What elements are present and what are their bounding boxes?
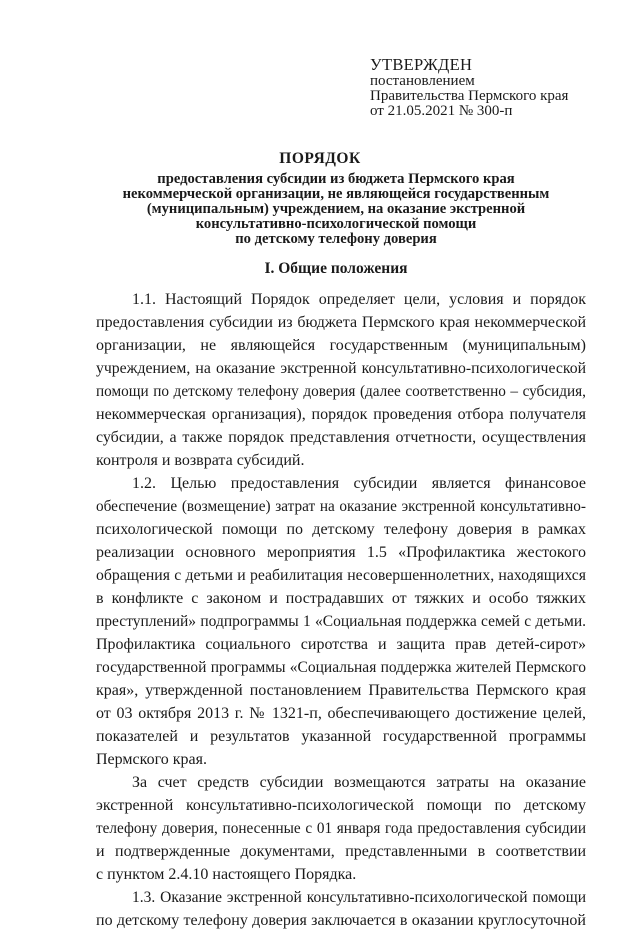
subtitle-line: по детскому телефону доверия bbox=[235, 231, 437, 247]
body-line: учреждением, на оказание экстренной консультативно-психологической bbox=[96, 360, 586, 377]
body-line: по детскому телефону доверия заключается в оказании круглосуточной bbox=[96, 912, 586, 929]
approval-line: от 21.05.2021 № 300-п bbox=[370, 103, 513, 119]
body-line: Пермского края. bbox=[96, 751, 207, 768]
approval-stamp: УТВЕРЖДЕН bbox=[370, 55, 473, 74]
subtitle-line: некоммерческой организации, не являющейся государственным bbox=[122, 186, 550, 202]
body-line: телефону доверия, понесенные с 01 января года предоставления субсидии bbox=[96, 820, 586, 837]
body-line: преступлений» подпрограммы 1 «Социальная поддержка семей с детьми. bbox=[96, 613, 586, 630]
body-line: 1.1. Настоящий Порядок определяет цели, условия и порядок bbox=[132, 291, 586, 308]
body-line: психологической помощи по детскому телефону доверия в рамках bbox=[96, 521, 586, 538]
body-line: контроля и возврата субсидий. bbox=[96, 452, 305, 469]
subtitle-line: (муниципальным) учреждением, на оказание экстренной bbox=[146, 201, 526, 217]
document-title: ПОРЯДОК bbox=[279, 150, 361, 167]
body-line: Профилактика социального сиротства и защита прав детей-сирот» bbox=[96, 636, 586, 653]
body-line: 1.3. Оказание экстренной консультативно-психологической помощи bbox=[132, 889, 586, 906]
body-line: и подтвержденные документами, представленными в соответствии bbox=[96, 843, 586, 860]
body-line: За счет средств субсидии возмещаются затраты на оказание bbox=[132, 774, 586, 791]
body-line: обеспечение (возмещение) затрат на оказание экстренной консультативно- bbox=[96, 498, 586, 515]
body-text bbox=[96, 288, 586, 932]
body-line: помощи по детскому телефону доверия (далее соответственно – субсидия, bbox=[96, 383, 586, 400]
subtitle-line: консультативно-психологической помощи bbox=[195, 216, 477, 232]
body-line: в конфликте с законом и пострадавших от тяжких и особо тяжких bbox=[96, 590, 586, 607]
approval-block bbox=[370, 56, 632, 119]
section-heading: I. Общие положения bbox=[264, 260, 408, 277]
approval-line: Правительства Пермского края bbox=[370, 88, 569, 104]
body-line: субсидии, а также порядок представления отчетности, осуществления bbox=[96, 429, 586, 446]
body-line: предоставления субсидии из бюджета Пермского края некоммерческой bbox=[96, 314, 586, 331]
body-line: края», утвержденной постановлением Правительства Пермского края bbox=[96, 682, 586, 699]
body-line: некоммерческая организация), порядок проведения отбора получателя bbox=[96, 406, 586, 423]
body-line: государственной программы «Социальная поддержка жителей Пермского bbox=[96, 659, 586, 676]
body-line: с пунктом 2.4.10 настоящего Порядка. bbox=[96, 866, 357, 883]
document-subtitle bbox=[96, 172, 576, 247]
body-line: реализации основного мероприятия 1.5 «Профилактика жестокого bbox=[96, 544, 586, 561]
body-line: организации, не являющейся государственным (муниципальным) bbox=[96, 337, 586, 354]
body-line: экстренной консультативно-психологической помощи по детскому bbox=[96, 797, 586, 814]
approval-line: постановлением bbox=[370, 73, 475, 89]
body-line: от 03 октября 2013 г. № 1321-п, обеспечивающего достижение целей, bbox=[96, 705, 586, 722]
body-line: 1.2. Целью предоставления субсидии является финансовое bbox=[132, 475, 586, 492]
body-line: показателей и результатов указанной государственной программы bbox=[96, 728, 586, 745]
body-line: обращения с детьми и реабилитация несовершеннолетних, находящихся bbox=[96, 567, 586, 584]
subtitle-line: предоставления субсидии из бюджета Пермского края bbox=[157, 171, 515, 187]
